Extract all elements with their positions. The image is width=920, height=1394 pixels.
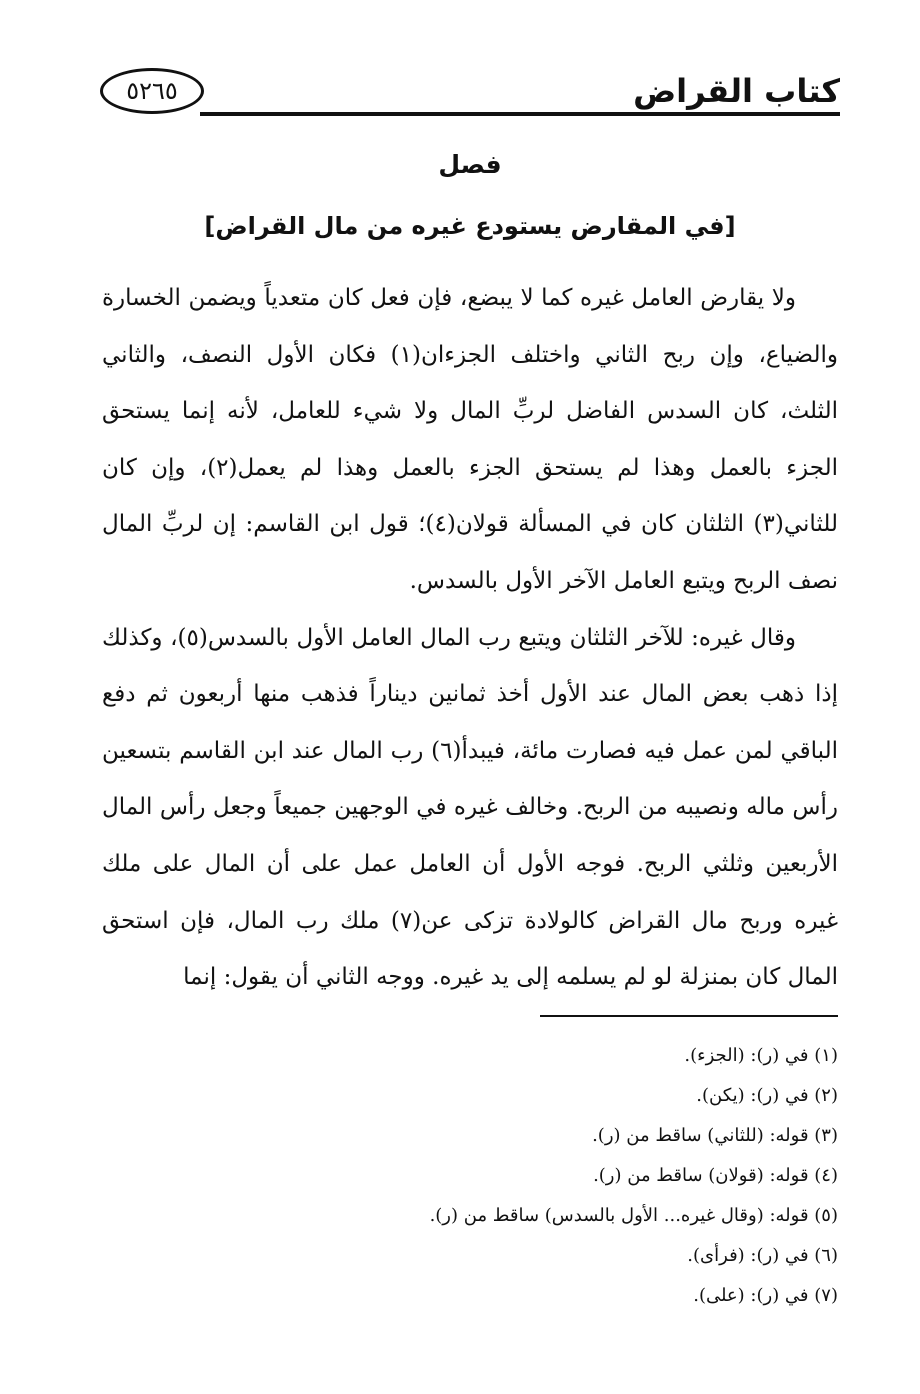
main-text	[102, 270, 838, 1006]
book-title: كتاب القراض	[633, 72, 840, 110]
footnote-5: (٥) قوله: (وقال غيره... الأول بالسدس) ساقط من (ر).	[429, 1205, 838, 1226]
footnote-4: (٤) قوله: (قولان) ساقط من (ر).	[593, 1165, 838, 1186]
paragraph-1: ولا يقارض العامل غيره كما لا يبضع، فإن فعل كان متعدياً ويضمن الخسارة والضياع، وإن ربح الثاني واختلف الجزءان(١) فكان الأول النصف، والثاني الثلث، كان السدس الفاضل لربِّ المال ولا شيء للعامل، لأنه إنما يستحق الجزء بالعمل وهذا لم يستحق الجزء بالعمل وهذا لم يعمل(٢)، وإن كان للثاني(٣) الثلثان كان في المسألة قولان(٤)؛ قول ابن القاسم: إن لربِّ المال نصف الربح ويتبع العامل الآخر الأول بالسدس.	[102, 285, 839, 594]
footnote-7: (٧) في (ر): (على).	[693, 1285, 838, 1306]
page-number-badge: ٥٢٦٥	[100, 68, 204, 114]
footnote-2: (٢) في (ر): (يكن).	[696, 1085, 838, 1106]
footnotes-list	[100, 1036, 838, 1316]
paragraph-2: وقال غيره: للآخر الثلثان ويتبع رب المال العامل الأول بالسدس(٥)، وكذلك إذا ذهب بعض المال عند الأول أخذ ثمانين ديناراً فذهب منها أربعون ثم دفع الباقي لمن عمل فيه فصارت مائة، فيبدأ(٦) رب المال عند ابن القاسم بتسعين رأس ماله ونصيبه من الربح. وخالف غيره في الوجهين جميعاً وجعل رأس المال الأربعين وثلثي الربح. فوجه الأول أن العامل عمل على أن المال على ملك غيره وربح مال القراض كالولادة تزكى عن(٧) ملك رب المال، فإن استحق المال كان بمنزلة لو لم يسلمه إلى يد غيره. ووجه الثاني أن يقول: إنما	[102, 624, 838, 991]
page-header	[100, 60, 840, 120]
footnote-3: (٣) قوله: (للثاني) ساقط من (ر).	[592, 1125, 838, 1146]
section-title: فصل	[438, 150, 502, 179]
header-rule	[200, 112, 840, 116]
section-subtitle: [في المقارض يستودع غيره من مال القراض]	[204, 212, 736, 240]
footnote-6: (٦) في (ر): (فرأى).	[687, 1245, 838, 1266]
footnote-1: (١) في (ر): (الجزء).	[684, 1045, 838, 1066]
footnote-divider	[540, 1015, 838, 1017]
